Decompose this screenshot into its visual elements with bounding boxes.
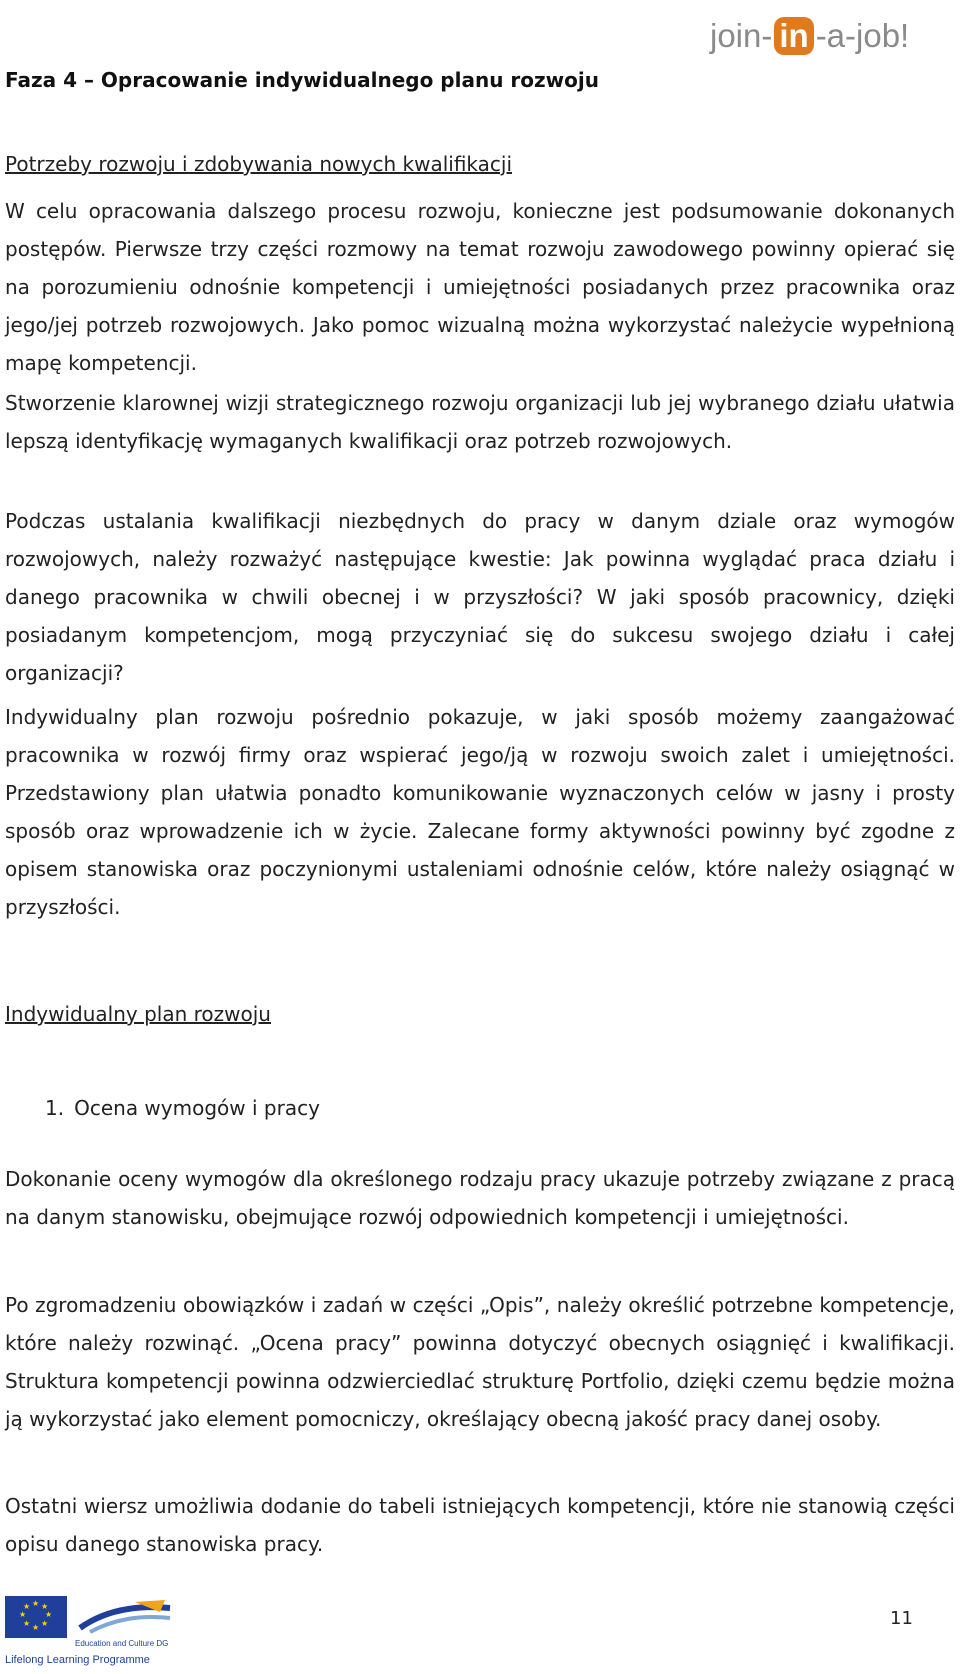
list-number: 1. [45, 1096, 65, 1120]
paragraph: W celu opracowania dalszego procesu rozwoju, konieczne jest podsumowanie dokonanych postępów. Pierwsze trzy części rozmowy na temat rozwoju zawodowego powinny opierać się na porozumieniu odnośnie kompetencji i umiejętności posiadanych przez pracownika oraz jego/jej potrzeb rozwojowych. Jako pomoc wizualną można wykorzystać należycie wypełnioną mapę kompetencji. [5, 199, 955, 375]
list-item [45, 1096, 320, 1120]
paragraph: Dokonanie oceny wymogów dla określonego rodzaju pracy ukazuje potrzeby związane z pracą na danym stanowisku, obejmujące rozwój odpowiednich kompetencji i umiejętności. [5, 1167, 955, 1229]
page-title: Faza 4 – Opracowanie indywidualnego planu rozwoju [5, 68, 599, 92]
footer-logos [5, 1596, 185, 1666]
paragraph: Stworzenie klarownej wizji strategicznego rozwoju organizacji lub jej wybranego działu ułatwia lepszą identyfikację wymaganych kwalifikacji oraz potrzeb rozwojowych. [5, 391, 955, 453]
paragraph: Po zgromadzeniu obowiązków i zadań w części „Opis”, należy określić potrzebne kompetencje, które należy rozwinąć. „Ocena pracy” powinna dotyczyć obecnych osiągnięć i kwalifikacji. Struktura kompetencji powinna odzwierciedlać strukturę Portfolio, dzięki czemu będzie można ją wykorzystać jako element pomocniczy, określający obecną jakość pracy danej osoby. [5, 1293, 955, 1431]
lifelong-learning-label: Lifelong Learning Programme [5, 1654, 150, 1666]
paragraph: Indywidualny plan rozwoju pośrednio pokazuje, w jaki sposób możemy zaangażować pracownika w rozwój firmy oraz wspierać jego/ją w rozwoju swoich zalet i umiejętności. Przedstawiony plan ułatwia ponadto komunikowanie wyznaczonych celów w jasny i prosty sposób oraz wprowadzenie ich w życie. Zalecane formy aktywności powinny być zgodne z opisem stanowiska oraz poczynionymi ustaleniami odnośnie celów, które należy osiągnąć w przyszłości. [5, 705, 955, 919]
logo-suffix: -a-job! [815, 17, 910, 54]
page-number: 11 [890, 1608, 913, 1629]
join-in-a-job-logo [710, 10, 945, 62]
education-culture-swoosh-icon [75, 1598, 175, 1638]
section-heading-plan: Indywidualny plan rozwoju [5, 1002, 271, 1026]
list-label: Ocena wymogów i pracy [74, 1096, 320, 1120]
logo-in-badge: in [774, 17, 813, 55]
logo-prefix: join- [710, 17, 773, 54]
paragraph: Podczas ustalania kwalifikacji niezbędnych do pracy w danym dziale oraz wymogów rozwojowych, należy rozważyć następujące kwestie: Jak powinna wyglądać praca działu i danego pracownika w chwili obecnej i w przyszłości? W jaki sposób pracownicy, dzięki posiadanym kompetencjom, mogą przyczyniać się do sukcesu swojego działu i całej organizacji? [5, 509, 955, 685]
eu-flag-icon: ★ ★ ★ ★ ★ ★ ★ ★ [5, 1596, 67, 1638]
paragraph: Ostatni wiersz umożliwia dodanie do tabeli istniejących kompetencji, które nie stanowią części opisu danego stanowiska pracy. [5, 1494, 955, 1556]
education-culture-label: Education and Culture DG [75, 1639, 169, 1648]
section-heading-needs: Potrzeby rozwoju i zdobywania nowych kwalifikacji [5, 152, 513, 176]
